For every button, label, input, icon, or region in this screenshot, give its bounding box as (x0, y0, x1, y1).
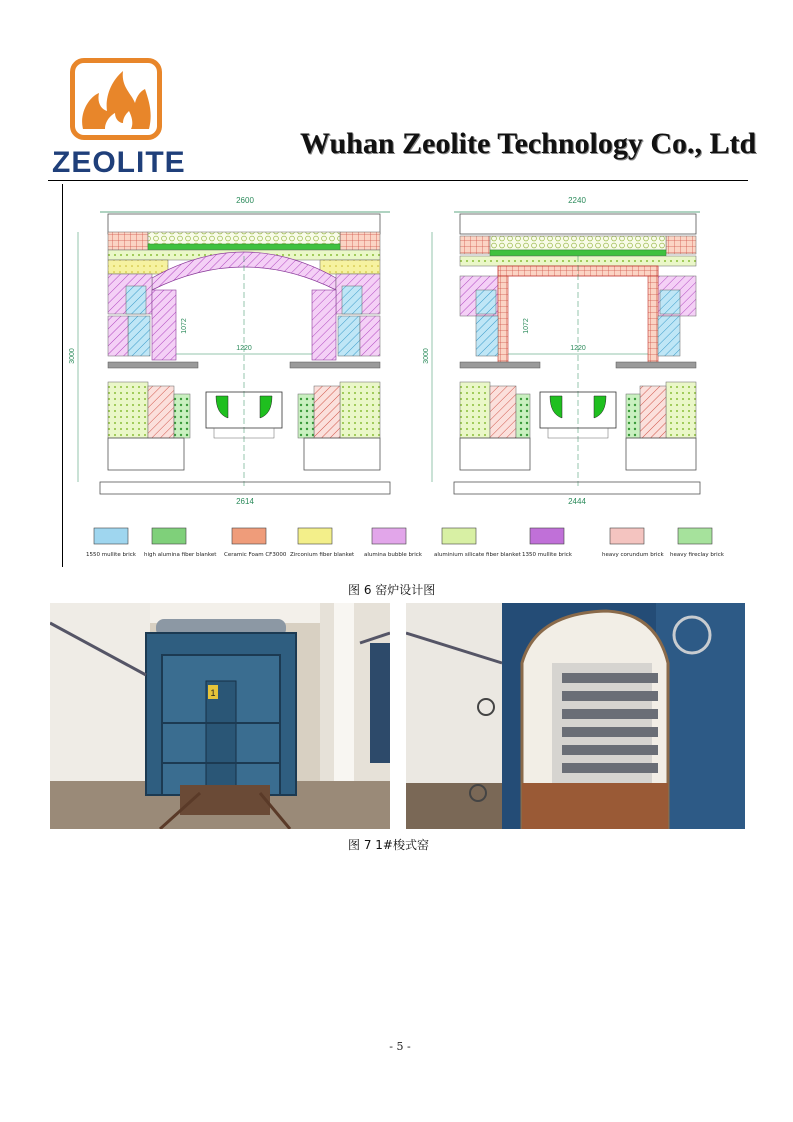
legend-label: aluminium silicate fiber blanket (434, 552, 521, 558)
dim-inner-height-right: 1072 (523, 318, 530, 334)
legend-swatch (610, 528, 644, 544)
kiln-photo-closed (50, 603, 390, 829)
legend-swatch (152, 528, 186, 544)
dim-center-width-right: 1220 (570, 345, 586, 352)
logo-wordmark: ZEOLITE (52, 146, 186, 179)
left-kiln-section (69, 196, 390, 506)
kiln-design-drawing (64, 186, 744, 566)
legend-label: Ceramic Foam CF3000 (224, 552, 287, 558)
figure7-caption: 图 7 1#梭式窑 (348, 838, 429, 852)
legend-swatch (372, 528, 406, 544)
header-divider (48, 180, 748, 181)
legend-swatch (298, 528, 332, 544)
legend-label: 1350 mullite brick (522, 552, 572, 558)
dim-top-width-right: 2240 (568, 196, 586, 205)
dim-bottom-width-right: 2444 (568, 497, 586, 506)
company-name: Wuhan Zeolite Technology Co., Ltd (300, 127, 757, 160)
legend-swatch (678, 528, 712, 544)
drawing-margin-line (62, 184, 63, 567)
kiln-closed-illustration (50, 603, 390, 829)
legend-label: heavy corundum brick (602, 552, 664, 558)
logo-flame-icon (70, 58, 162, 140)
legend-label: heavy fireclay brick (670, 552, 724, 558)
dim-center-width: 1220 (236, 345, 252, 352)
dim-bottom-width: 2614 (236, 497, 254, 506)
legend-label: high alumina fiber blanket (144, 552, 217, 558)
material-legend (86, 528, 725, 558)
legend-label: 1550 mullite brick (86, 552, 136, 558)
kiln-open-illustration (406, 603, 745, 829)
legend-swatch (442, 528, 476, 544)
page-number: - 5 - (389, 1040, 411, 1053)
dim-top-width: 2600 (236, 196, 254, 205)
dim-inner-height: 1072 (181, 318, 188, 334)
legend-label: Zirconium fiber blanket (290, 552, 355, 558)
dim-height-right: 3000 (423, 348, 430, 364)
legend-swatch (530, 528, 564, 544)
legend-label: alumina bubble brick (364, 552, 422, 558)
figure6-caption: 图 6 窑炉设计图 (348, 583, 436, 597)
legend-swatch (232, 528, 266, 544)
flame-icon (75, 63, 157, 135)
door-number: 1 (210, 688, 216, 698)
dim-height: 3000 (69, 348, 76, 364)
right-kiln-section (423, 196, 700, 506)
kiln-photo-open (406, 603, 745, 829)
legend-swatch (94, 528, 128, 544)
